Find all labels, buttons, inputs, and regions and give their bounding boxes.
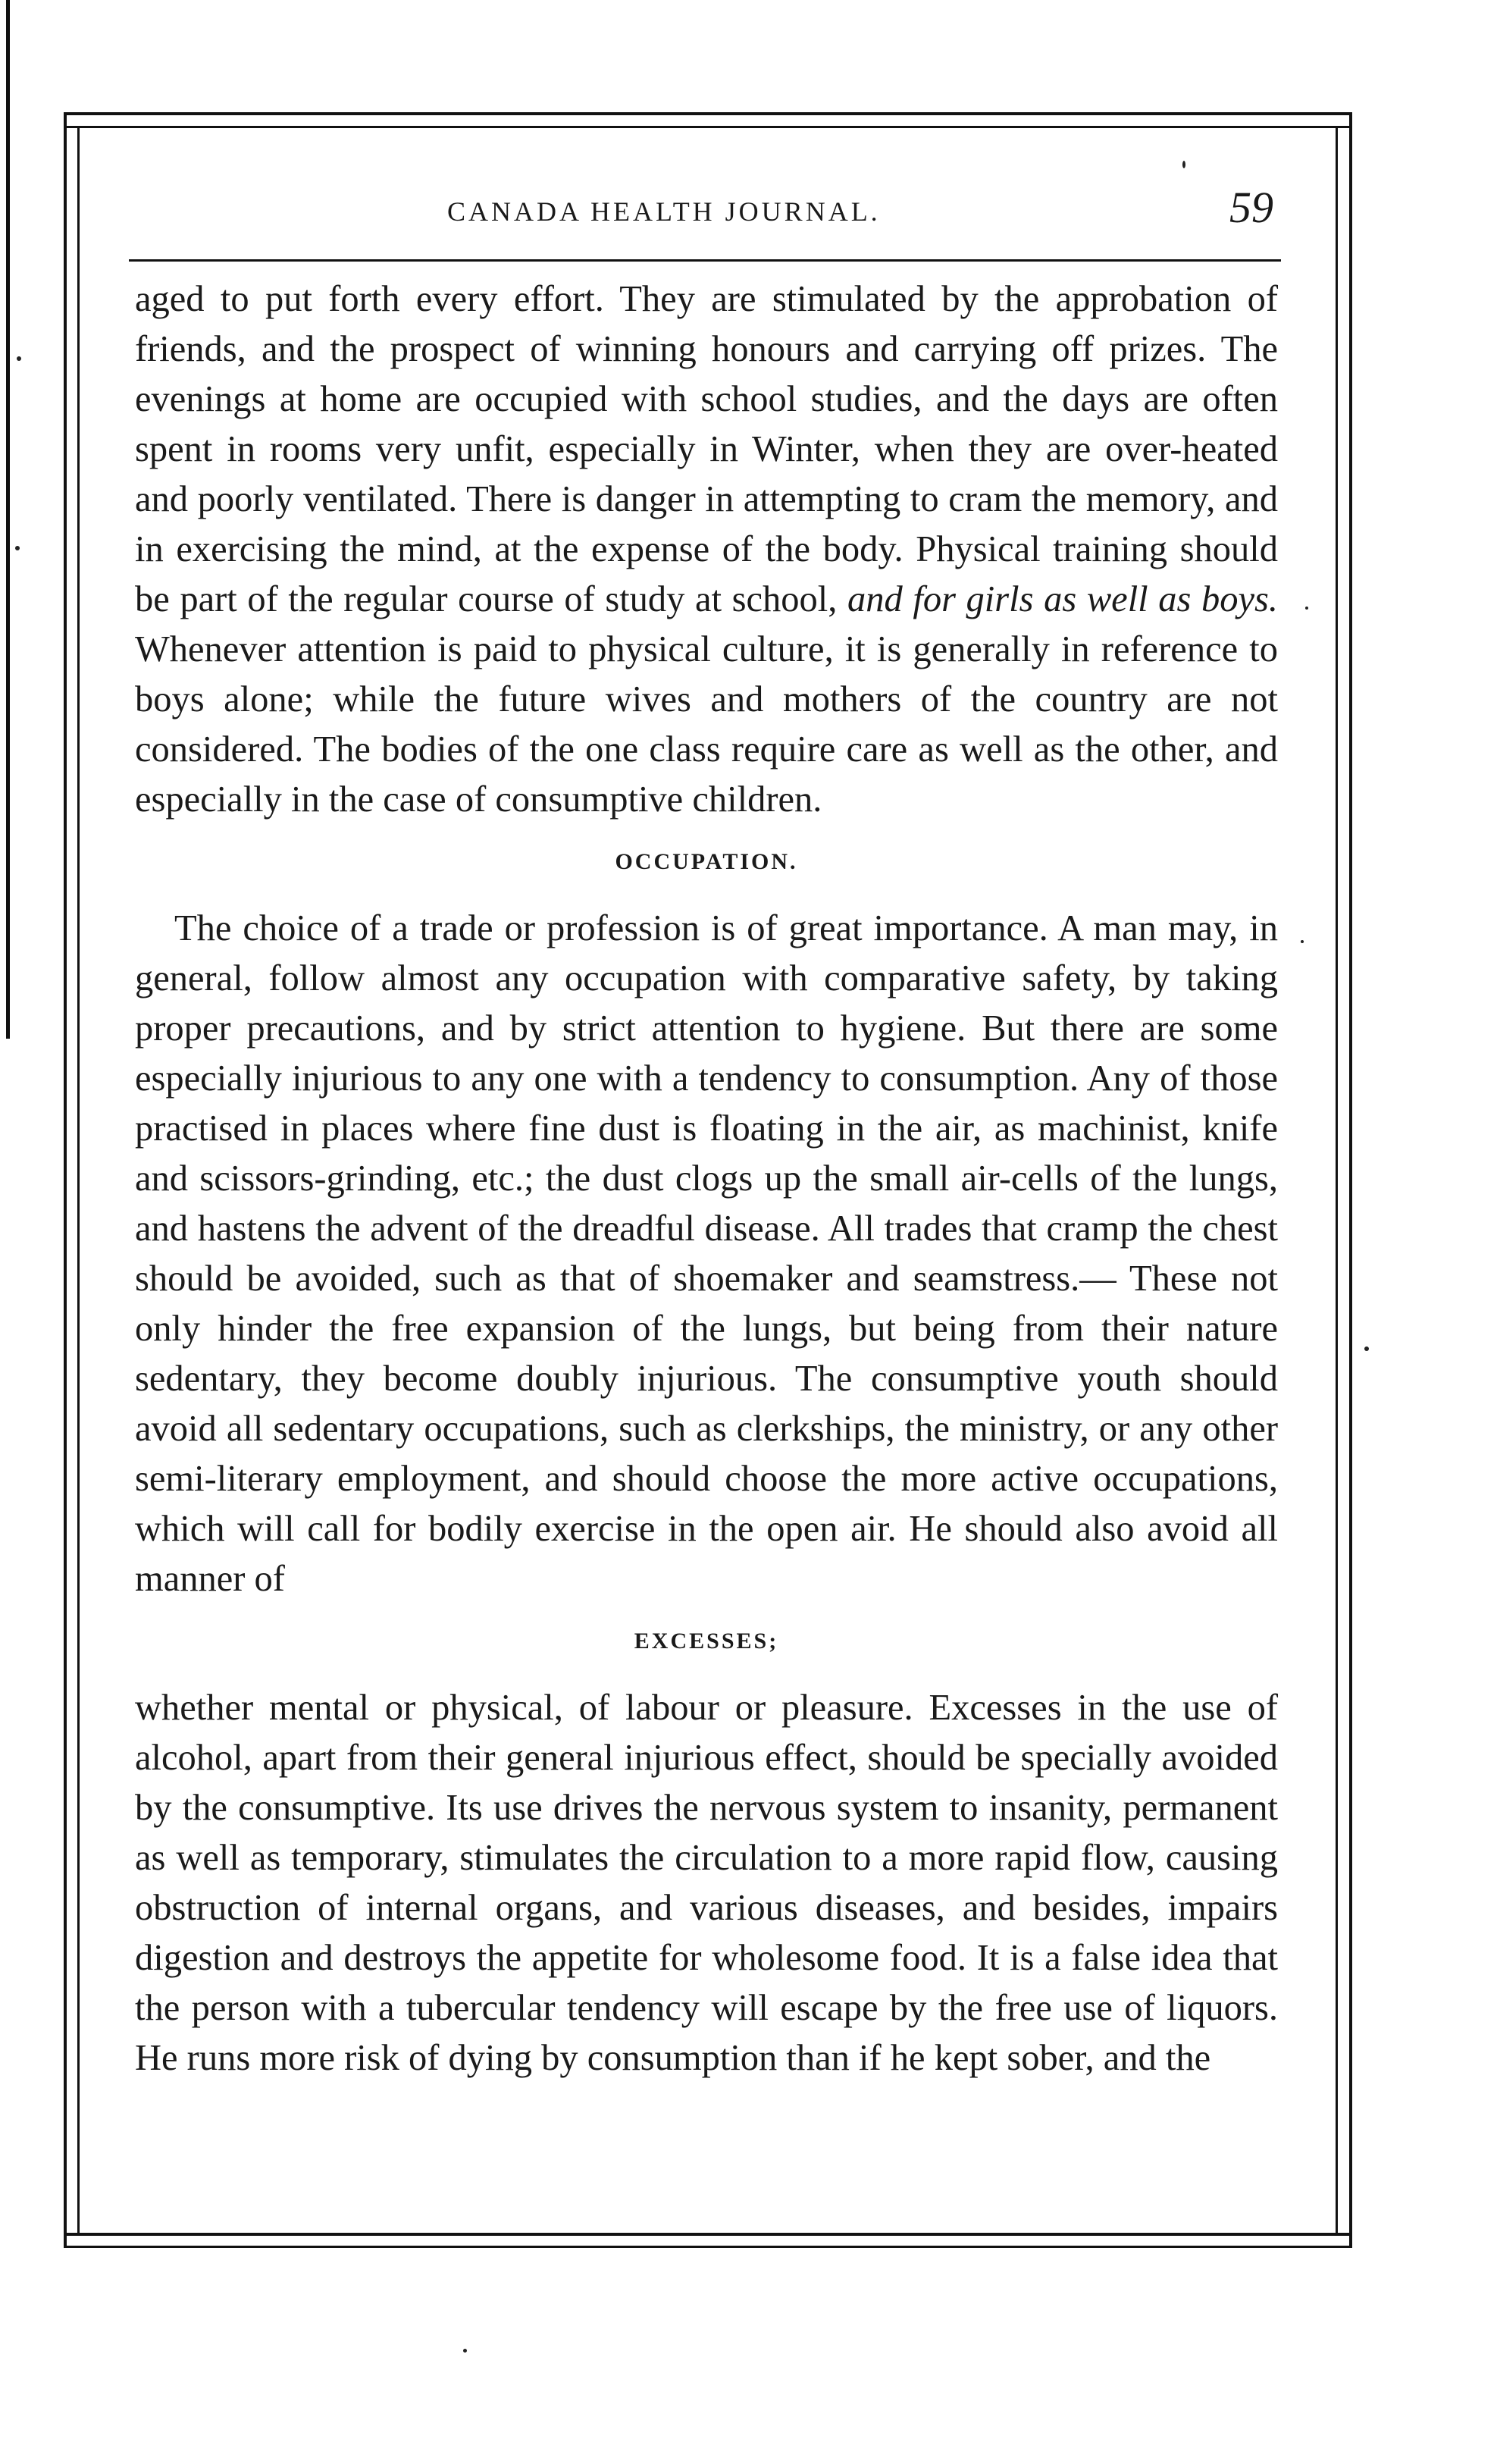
paragraph-excesses: whether mental or physical, of labour or pleasure. Excesses in the use of alcohol, apart from their general injurious effect, should be specially avoided by the consumptive. Its use drives the nervous system to insanity, permanent as well as temporary, stimulates the circulation to a more rapid flow, causing obstruction of internal organs, and various diseases, and besides, impairs digestion and destroys the appetite for wholesome food. It is a false idea that the person with a tubercular tendency will escape by the free use of liquors. He runs more risk of dying by consumption than if he kept sober, and the — [135, 1688, 1278, 2078]
frame-rule-top-inner — [64, 126, 1352, 128]
paragraph-text: Whenever attention is paid to physical culture, it is generally in reference to boys alone; while the future wives and mothers of the country are not considered. The bodies of the one class require care as well as the other, and especially in the case of consumptive children. — [135, 629, 1278, 820]
frame-rule-right-outer — [1349, 112, 1352, 2248]
running-head: CANADA HEALTH JOURNAL. — [447, 196, 881, 227]
frame-rule-left-inner — [77, 126, 80, 2234]
speck — [1364, 1346, 1369, 1351]
speck — [15, 546, 20, 550]
frame-rule-bottom-inner — [64, 2246, 1352, 2248]
paragraph-text: aged to put forth every effort. They are stimulated by the approbation of friends, and the prospect of winning honours and carrying off prizes. The evenings at home are occupied with school studies, and the days are often spent in rooms very unfit, especially in Winter, when they are over-heated and poorly ventilated. There is danger in attempting to cram the memory, and in exercising the mind, at the expense of the body. Physical training should be part of the regular course of study at school, — [135, 279, 1278, 619]
header-rule — [129, 259, 1281, 262]
speck — [463, 2349, 467, 2353]
emphasized-text: and for girls as well as boys. — [847, 579, 1278, 619]
body-text — [135, 274, 1278, 2083]
frame-rule-left-outer — [64, 112, 67, 2248]
speck — [1305, 607, 1308, 610]
binding-edge-line — [6, 0, 10, 1039]
speck — [1182, 161, 1185, 168]
frame-rule-bottom-outer — [64, 2233, 1352, 2236]
section-heading-excesses: EXCESSES; — [634, 1629, 779, 1654]
section-heading-occupation: OCCUPATION. — [615, 849, 798, 874]
paragraph-occupation: The choice of a trade or profession is of great importance. A man may, in general, follow almost any occupation with comparative safety, by taking proper precautions, and by strict attention to hygiene. But there are some especially injurious to any one with a tendency to consumption. Any of those practised in places where fine dust is floating in the air, as machinist, knife and scissors-grinding, etc.; the dust clogs up the small air-cells of the lungs, and hastens the advent of the dreadful disease. All trades that cramp the chest should be avoided, such as that of shoemaker and seamstress.— These not only hinder the free expansion of the lungs, but being from their nature sedentary, they become doubly injurious. The consumptive youth should avoid all sedentary occupations, such as clerkships, the ministry, or any other semi-literary employment, and should choose the more active occupations, which will call for bodily exercise in the open air. He should also avoid all manner of — [135, 908, 1278, 1599]
speck — [1301, 940, 1304, 943]
page-header — [129, 176, 1281, 244]
paragraph-physical-training — [135, 274, 1278, 825]
frame-rule-top-outer — [64, 112, 1352, 115]
speck — [17, 356, 21, 361]
frame-rule-right-inner — [1336, 126, 1338, 2234]
page-number: 59 — [1229, 183, 1273, 232]
